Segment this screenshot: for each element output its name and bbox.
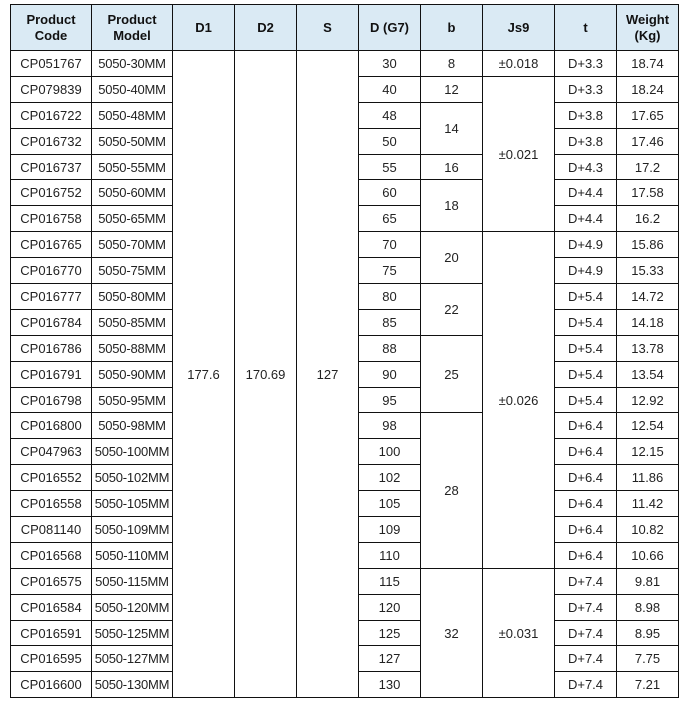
d1-cell: 177.6 <box>173 51 235 698</box>
product-model-cell: 5050-60MM <box>92 180 173 206</box>
header-b: b <box>421 5 483 51</box>
product-code-cell: CP016765 <box>11 232 92 258</box>
weight-cell: 15.33 <box>617 258 679 284</box>
b-cell: 8 <box>421 51 483 77</box>
header-d2: D2 <box>235 5 297 51</box>
product-code-cell: CP016558 <box>11 491 92 517</box>
header-product-code <box>11 5 92 51</box>
b-cell: 16 <box>421 154 483 180</box>
t-cell: D+4.3 <box>555 154 617 180</box>
weight-cell: 8.98 <box>617 594 679 620</box>
t-cell: D+4.9 <box>555 258 617 284</box>
weight-cell: 18.24 <box>617 76 679 102</box>
product-code-cell: CP016575 <box>11 568 92 594</box>
b-cell: 25 <box>421 335 483 413</box>
product-code-cell: CP081140 <box>11 517 92 543</box>
d-g7-cell: 102 <box>359 465 421 491</box>
weight-cell: 13.54 <box>617 361 679 387</box>
weight-cell: 9.81 <box>617 568 679 594</box>
d-g7-cell: 85 <box>359 309 421 335</box>
d-g7-cell: 109 <box>359 517 421 543</box>
product-code-cell: CP079839 <box>11 76 92 102</box>
header-js9: Js9 <box>483 5 555 51</box>
weight-cell: 10.82 <box>617 517 679 543</box>
b-cell: 28 <box>421 413 483 568</box>
d-g7-cell: 90 <box>359 361 421 387</box>
weight-cell: 11.42 <box>617 491 679 517</box>
product-code-cell: CP016552 <box>11 465 92 491</box>
weight-cell: 15.86 <box>617 232 679 258</box>
t-cell: D+7.4 <box>555 594 617 620</box>
product-code-cell: CP016737 <box>11 154 92 180</box>
t-cell: D+6.4 <box>555 517 617 543</box>
s-cell: 127 <box>297 51 359 698</box>
product-code-cell: CP016786 <box>11 335 92 361</box>
product-model-cell: 5050-109MM <box>92 517 173 543</box>
product-model-cell: 5050-127MM <box>92 646 173 672</box>
product-code-cell: CP016770 <box>11 258 92 284</box>
product-model-cell: 5050-98MM <box>92 413 173 439</box>
header-d1: D1 <box>173 5 235 51</box>
t-cell: D+4.4 <box>555 180 617 206</box>
product-code-cell: CP016591 <box>11 620 92 646</box>
weight-cell: 17.2 <box>617 154 679 180</box>
d-g7-cell: 60 <box>359 180 421 206</box>
weight-cell: 12.54 <box>617 413 679 439</box>
header-product-model <box>92 5 173 51</box>
t-cell: D+7.4 <box>555 672 617 698</box>
b-cell: 12 <box>421 76 483 102</box>
product-code-cell: CP016791 <box>11 361 92 387</box>
weight-cell: 17.58 <box>617 180 679 206</box>
d-g7-cell: 30 <box>359 51 421 77</box>
t-cell: D+5.4 <box>555 387 617 413</box>
js9-cell: ±0.026 <box>483 232 555 569</box>
header-row <box>11 5 679 51</box>
d-g7-cell: 105 <box>359 491 421 517</box>
t-cell: D+3.8 <box>555 128 617 154</box>
d-g7-cell: 125 <box>359 620 421 646</box>
product-model-cell: 5050-130MM <box>92 672 173 698</box>
t-cell: D+7.4 <box>555 620 617 646</box>
t-cell: D+4.4 <box>555 206 617 232</box>
d-g7-cell: 88 <box>359 335 421 361</box>
product-model-cell: 5050-95MM <box>92 387 173 413</box>
product-code-cell: CP016568 <box>11 542 92 568</box>
product-code-cell: CP016758 <box>11 206 92 232</box>
t-cell: D+5.4 <box>555 335 617 361</box>
t-cell: D+6.4 <box>555 542 617 568</box>
b-cell: 14 <box>421 102 483 154</box>
weight-cell: 7.75 <box>617 646 679 672</box>
d-g7-cell: 40 <box>359 76 421 102</box>
d-g7-cell: 50 <box>359 128 421 154</box>
header-text: Code <box>34 27 68 43</box>
product-code-cell: CP016732 <box>11 128 92 154</box>
t-cell: D+6.4 <box>555 465 617 491</box>
t-cell: D+5.4 <box>555 361 617 387</box>
product-code-cell: CP016800 <box>11 413 92 439</box>
product-code-cell: CP016600 <box>11 672 92 698</box>
header-text: Model <box>113 27 151 43</box>
product-model-cell: 5050-30MM <box>92 51 173 77</box>
t-cell: D+6.4 <box>555 413 617 439</box>
product-model-cell: 5050-70MM <box>92 232 173 258</box>
d-g7-cell: 75 <box>359 258 421 284</box>
header-text: (Kg) <box>634 27 661 43</box>
weight-cell: 7.21 <box>617 672 679 698</box>
weight-cell: 14.72 <box>617 284 679 310</box>
product-model-cell: 5050-100MM <box>92 439 173 465</box>
table-body <box>11 51 679 698</box>
weight-cell: 11.86 <box>617 465 679 491</box>
d-g7-cell: 70 <box>359 232 421 258</box>
product-code-cell: CP051767 <box>11 51 92 77</box>
product-model-cell: 5050-105MM <box>92 491 173 517</box>
t-cell: D+6.4 <box>555 439 617 465</box>
t-cell: D+3.3 <box>555 51 617 77</box>
d-g7-cell: 127 <box>359 646 421 672</box>
product-code-cell: CP016584 <box>11 594 92 620</box>
weight-cell: 12.92 <box>617 387 679 413</box>
product-model-cell: 5050-85MM <box>92 309 173 335</box>
header-s: S <box>297 5 359 51</box>
d-g7-cell: 55 <box>359 154 421 180</box>
product-model-cell: 5050-75MM <box>92 258 173 284</box>
d-g7-cell: 100 <box>359 439 421 465</box>
header-d-g7: D (G7) <box>359 5 421 51</box>
product-model-cell: 5050-120MM <box>92 594 173 620</box>
product-model-cell: 5050-55MM <box>92 154 173 180</box>
weight-cell: 17.65 <box>617 102 679 128</box>
product-spec-table <box>10 4 679 698</box>
t-cell: D+3.8 <box>555 102 617 128</box>
product-model-cell: 5050-88MM <box>92 335 173 361</box>
t-cell: D+7.4 <box>555 568 617 594</box>
d-g7-cell: 110 <box>359 542 421 568</box>
d-g7-cell: 95 <box>359 387 421 413</box>
weight-cell: 17.46 <box>617 128 679 154</box>
product-model-cell: 5050-90MM <box>92 361 173 387</box>
weight-cell: 13.78 <box>617 335 679 361</box>
d-g7-cell: 120 <box>359 594 421 620</box>
weight-cell: 16.2 <box>617 206 679 232</box>
product-model-cell: 5050-80MM <box>92 284 173 310</box>
b-cell: 22 <box>421 284 483 336</box>
t-cell: D+5.4 <box>555 284 617 310</box>
t-cell: D+5.4 <box>555 309 617 335</box>
product-code-cell: CP016722 <box>11 102 92 128</box>
d-g7-cell: 98 <box>359 413 421 439</box>
d2-cell: 170.69 <box>235 51 297 698</box>
weight-cell: 14.18 <box>617 309 679 335</box>
b-cell: 18 <box>421 180 483 232</box>
d-g7-cell: 65 <box>359 206 421 232</box>
t-cell: D+6.4 <box>555 491 617 517</box>
product-model-cell: 5050-115MM <box>92 568 173 594</box>
header-text: Weight <box>625 11 670 27</box>
product-code-cell: CP016595 <box>11 646 92 672</box>
weight-cell: 12.15 <box>617 439 679 465</box>
js9-cell: ±0.018 <box>483 51 555 77</box>
product-code-cell: CP016784 <box>11 309 92 335</box>
d-g7-cell: 130 <box>359 672 421 698</box>
header-t: t <box>555 5 617 51</box>
d-g7-cell: 115 <box>359 568 421 594</box>
d-g7-cell: 48 <box>359 102 421 128</box>
weight-cell: 10.66 <box>617 542 679 568</box>
weight-cell: 18.74 <box>617 51 679 77</box>
js9-cell: ±0.021 <box>483 76 555 231</box>
header-text: Product <box>107 11 157 27</box>
d-g7-cell: 80 <box>359 284 421 310</box>
product-model-cell: 5050-125MM <box>92 620 173 646</box>
b-cell: 20 <box>421 232 483 284</box>
t-cell: D+4.9 <box>555 232 617 258</box>
product-model-cell: 5050-40MM <box>92 76 173 102</box>
product-model-cell: 5050-50MM <box>92 128 173 154</box>
t-cell: D+7.4 <box>555 646 617 672</box>
weight-cell: 8.95 <box>617 620 679 646</box>
product-model-cell: 5050-110MM <box>92 542 173 568</box>
product-model-cell: 5050-65MM <box>92 206 173 232</box>
b-cell: 32 <box>421 568 483 697</box>
product-code-cell: CP016752 <box>11 180 92 206</box>
product-code-cell: CP047963 <box>11 439 92 465</box>
product-code-cell: CP016777 <box>11 284 92 310</box>
product-code-cell: CP016798 <box>11 387 92 413</box>
table-row <box>11 51 679 77</box>
header-text: Product <box>26 11 76 27</box>
product-model-cell: 5050-48MM <box>92 102 173 128</box>
js9-cell: ±0.031 <box>483 568 555 697</box>
header-weight <box>617 5 679 51</box>
product-model-cell: 5050-102MM <box>92 465 173 491</box>
t-cell: D+3.3 <box>555 76 617 102</box>
